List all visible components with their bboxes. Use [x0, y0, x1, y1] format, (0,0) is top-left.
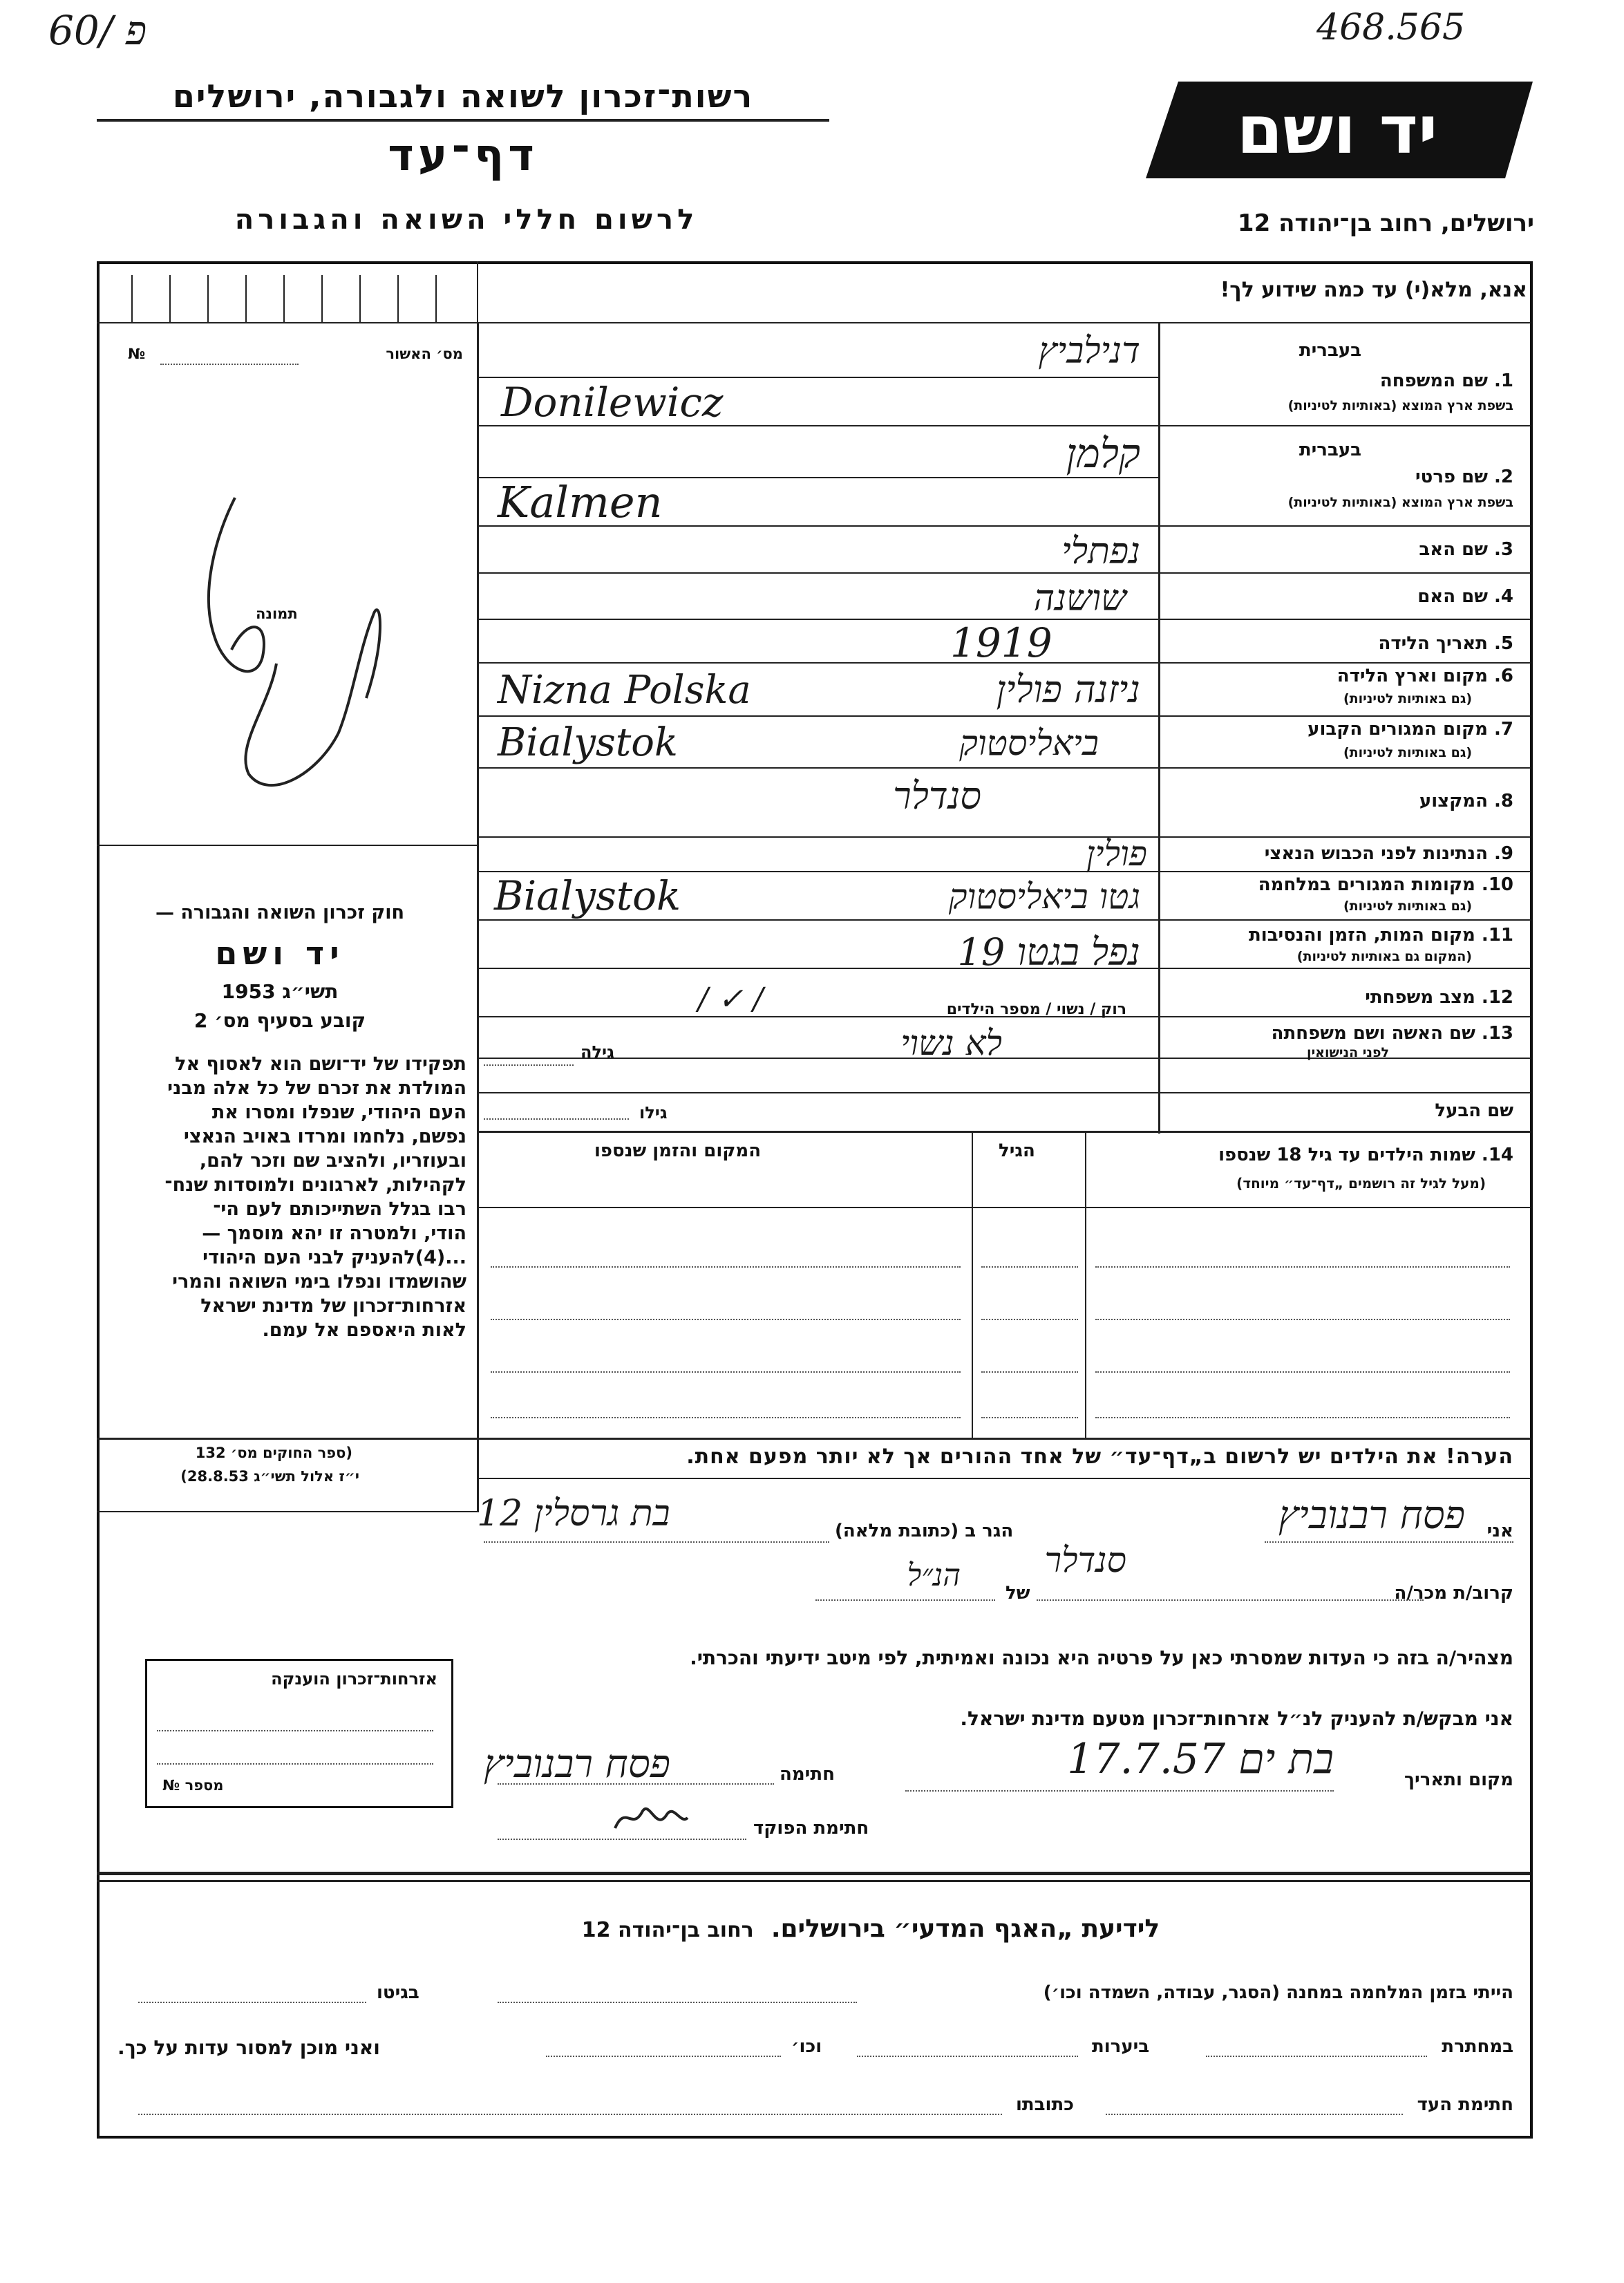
law-text-line: לאות היאספם אל עמם. — [262, 1319, 466, 1341]
declaration-relative-label: קרוב/ת מכר/ה — [1394, 1583, 1513, 1604]
law-title: חוק זכרון השואה והגבורה — — [155, 902, 405, 923]
bottom-title — [525, 1915, 1216, 1943]
field-4-label — [1417, 586, 1513, 607]
official-signature-scribble — [608, 1797, 691, 1841]
field-11-label — [1249, 925, 1513, 946]
corner-mark-left: 60/ פ — [48, 7, 147, 54]
law-text-line: ...(4)להעניק לבני העם היהודי — [202, 1247, 466, 1268]
bottom-line3-b: כתובתו — [1016, 2094, 1074, 2115]
husband-label: שם הבעל — [1435, 1100, 1513, 1121]
official-signature-label: חתימת הפוקד — [753, 1818, 869, 1839]
field-1-text: שם המשפחה — [1379, 370, 1488, 391]
field-1-value-latin: Donilewicz — [501, 379, 724, 426]
law-text-line: ובעוזריו, ולהציב שם וזכר להם, — [199, 1150, 466, 1172]
husband-age-label: גילו — [639, 1103, 668, 1122]
place-date-label: מקום ותאריך — [1404, 1769, 1513, 1790]
field-2-sub: בשפת ארץ המוצא (באותיות לטיניות) — [1287, 495, 1513, 510]
field-7-value-he: ביאליסטוק — [959, 723, 1099, 763]
declaration-of-value: הנ״ל — [907, 1558, 961, 1593]
field-2-num: 2. — [1494, 467, 1513, 487]
field-10-label — [1258, 874, 1513, 895]
field-6-text: מקום וארץ הלידה — [1337, 666, 1488, 686]
field-2-value-latin: Kalmen — [498, 477, 663, 527]
field-8-value: סנדלר — [893, 774, 981, 818]
field-11-value: נפל בגטו 19 — [957, 930, 1140, 974]
field-3-num: 3. — [1494, 539, 1513, 560]
field-1-value-he: דנילביץ — [1038, 330, 1140, 372]
field-4-num: 4. — [1494, 586, 1513, 607]
field-3-text: שם האב — [1419, 539, 1488, 560]
yad-vashem-logo — [1140, 77, 1534, 181]
law-text-line: לקהילות, לארגונים ולמוסדות שנח־ — [164, 1174, 466, 1196]
field-8-num: 8. — [1494, 791, 1513, 811]
field-8-text: המקצוע — [1419, 791, 1488, 811]
declaration-i-label: אני — [1486, 1521, 1513, 1541]
field-9-text: הנתינות לפני הכבוש הנאצי — [1264, 843, 1488, 864]
field-12-sub: רוק / נשוי / מספר הילדים — [946, 1001, 1126, 1018]
official-scribble-svg — [608, 1797, 691, 1839]
field-11-sub: (המקום גם באותיות לטיניות) — [1296, 949, 1472, 964]
field-5-num: 5. — [1494, 633, 1513, 654]
law-text-line: המולדת את זכרם של כל אלה מבני — [167, 1078, 466, 1099]
declaration-of-label: של — [1005, 1583, 1030, 1604]
children-label — [1218, 1145, 1513, 1165]
field-4-text: שם האם — [1417, 586, 1488, 607]
field-5-text: תאריך הלידה — [1378, 633, 1488, 654]
field-13-text: שם האשה ושם משפחתה — [1271, 1023, 1475, 1044]
declaration-i-value: פסח רבנוביץ — [1278, 1493, 1465, 1538]
field-10-value-latin: Bialystok — [494, 872, 681, 919]
field-6-sub: (גם באותיות לטיניות) — [1343, 691, 1472, 706]
field-2-value-he: קלמן — [1066, 430, 1140, 477]
law-year: תשי״ג 1953 — [221, 980, 339, 1003]
children-sub: (מעל לגיל זה רושמים „דף־עד״ מיוחד) — [1236, 1175, 1486, 1192]
law-text-line: שהושמדו ונפלו בימי השואה והמרי — [172, 1271, 466, 1293]
field-3-label — [1419, 539, 1513, 560]
field-12-num: 12. — [1481, 987, 1513, 1008]
law-text — [100, 1052, 466, 1342]
bottom-line2-b: ביערות — [1092, 2036, 1150, 2057]
declaration-statement: מצהיר/ה בזה כי העדות שמסרתי כאן על פרטיה היא נכונה ואמיתית, לפי מיטב ידיעתי והכרתי. — [690, 1646, 1513, 1669]
form-title: דף־עד — [388, 130, 538, 181]
field-1-num: 1. — [1494, 370, 1513, 391]
law-name: יד ושם — [215, 934, 345, 972]
field-5-value: 1919 — [950, 619, 1052, 666]
field-10-text: מקומות המגורים במלחמה — [1258, 874, 1475, 895]
field-6-num: 6. — [1494, 666, 1513, 686]
children-note: הערה! את הילדים יש לרשום ב„דף־עד״ של אחד ההורים אך לא יותר מפעם אחת. — [686, 1445, 1513, 1469]
field-9-num: 9. — [1494, 843, 1513, 864]
law-source-2: י״ז אלול תשי״ג 28.8.53) — [180, 1468, 359, 1485]
field-13-sub: לפני הנישואין — [1307, 1045, 1389, 1060]
law-text-line: תפקידו של יד־ושם הוא לאסוף אל — [175, 1053, 466, 1075]
bottom-line1-a: הייתי בזמן המלחמה במחנה (הסגר, עבודה, השמדה וכו׳) — [1043, 1982, 1513, 2003]
law-source-1: (ספר החוקים מס׳ 132 — [195, 1445, 352, 1461]
field-13-age-label: גילה — [580, 1042, 614, 1062]
field-6-value-latin: Nizna Polska — [498, 668, 751, 713]
authority-line: רשות־זכרון לשואה ולגבורה, ירושלים — [172, 77, 754, 115]
declaration-request: אני מבקש/ת להעניק לנ״ל אזרחות־זכרון מטעם מדינת ישראל. — [960, 1707, 1513, 1730]
photo-label: תמונה — [256, 605, 298, 622]
approval-no-label: מס׳ האשור — [386, 346, 463, 362]
logo-text: יד ושם — [1236, 91, 1438, 169]
signature-label: חתימה — [780, 1764, 835, 1785]
children-place-header: המקום והזמן שנספו — [594, 1140, 762, 1161]
corner-mark-right: 468.565 — [1316, 7, 1466, 48]
bottom-line2-d: ואני מוכן למסור עדות על כך. — [117, 2036, 380, 2059]
field-7-label — [1307, 719, 1513, 740]
declaration-relative-value: סנדלר — [1044, 1540, 1126, 1580]
children-age-header: הגיל — [999, 1140, 1035, 1161]
citizenship-box-number: מספר № — [162, 1777, 224, 1794]
citizenship-box — [145, 1659, 453, 1808]
bottom-line2-a: במחתרת — [1442, 2036, 1513, 2057]
field-13-value: לא נשוי — [900, 1023, 1002, 1063]
field-13-num: 13. — [1481, 1023, 1513, 1044]
bottom-line3-a: חתימת העד — [1417, 2094, 1513, 2115]
field-2-tag: בעברית — [1299, 440, 1361, 460]
field-1-sub: בשפת ארץ המוצא (באותיות לטיניות) — [1287, 398, 1513, 413]
header-address: ירושלים, רחוב בן־יהודה 12 — [1237, 209, 1534, 237]
field-1-tag: בעברית — [1299, 340, 1361, 361]
field-5-label — [1378, 633, 1513, 654]
field-10-num: 10. — [1481, 874, 1513, 895]
field-7-sub: (גם באותיות לטיניות) — [1343, 745, 1472, 760]
field-2-label — [1415, 467, 1513, 487]
place-date-value: בת ים 17.7.57 — [1067, 1735, 1334, 1783]
field-12-label — [1365, 987, 1513, 1008]
approval-no-prefix: № — [128, 346, 146, 362]
bottom-line2-c: וכו׳ — [791, 2036, 822, 2057]
form-intro: אנא, מלא(י) עד כמה שידוע לך! — [1220, 278, 1527, 302]
form-subtitle: לרשום חללי השואה והגבורה — [234, 204, 699, 236]
field-4-value: שושנה — [1033, 578, 1126, 619]
field-10-sub: (גם באותיות לטיניות) — [1343, 899, 1472, 914]
law-text-line: רבו בגלל השתייכותם לעם הי־ — [213, 1199, 466, 1220]
field-9-label — [1265, 843, 1513, 864]
field-11-num: 11. — [1481, 925, 1513, 946]
bottom-title-address: רחוב בן־יהודה 12 — [581, 1918, 754, 1942]
field-7-value-latin: Bialystok — [498, 720, 678, 765]
field-7-num: 7. — [1494, 719, 1513, 740]
law-text-line: נפשם, נלחמו ומרדו באויב הנאצי — [183, 1126, 466, 1147]
field-12-value: / ✓ / — [698, 981, 764, 1017]
bottom-line1-b: בגיטו — [377, 1982, 419, 2003]
children-num: 14. — [1481, 1145, 1513, 1165]
field-10-value-he: גטו ביאליסטוק — [948, 876, 1140, 917]
field-2-text: שם פרטי — [1415, 467, 1488, 487]
law-text-line: אזרחות־זכרון של מדינת ישראל — [200, 1295, 466, 1317]
field-11-text: מקום המות, הזמן והנסיבות — [1249, 925, 1475, 946]
field-3-value: נפתלי — [1061, 531, 1140, 572]
field-6-value-he: ניזנה פולין — [996, 668, 1140, 711]
children-text: שמות הילדים עד גיל 18 שנספו — [1218, 1145, 1475, 1165]
declaration-resides-label: הגר ב (כתובת מלאה) — [835, 1521, 1014, 1541]
signature-value: פסח רבנוביץ — [484, 1742, 671, 1787]
law-text-line: הודי, ולמטרה זו יהא מוסמך — — [202, 1223, 466, 1244]
citizenship-box-title: אזרחות־זכרון הוענקה — [271, 1669, 437, 1689]
field-8-label — [1419, 791, 1513, 811]
field-13-label — [1272, 1023, 1513, 1044]
law-section: קובע בסעיף מס׳ 2 — [193, 1009, 366, 1032]
field-1-label — [1380, 370, 1513, 391]
law-text-line: העם היהודי, שנפלו ומסרו את — [211, 1102, 466, 1123]
field-12-text: מצב משפחתי — [1365, 987, 1475, 1008]
field-6-label — [1337, 666, 1513, 686]
declaration-resides-value: בת גרסלין 12 — [477, 1493, 670, 1534]
bottom-title-text: לידיעת „האגף המדעי״ בירושלים. — [771, 1915, 1160, 1943]
field-7-text: מקום המגורים הקבוע — [1307, 719, 1488, 740]
field-9-value: פולין — [1086, 834, 1147, 874]
